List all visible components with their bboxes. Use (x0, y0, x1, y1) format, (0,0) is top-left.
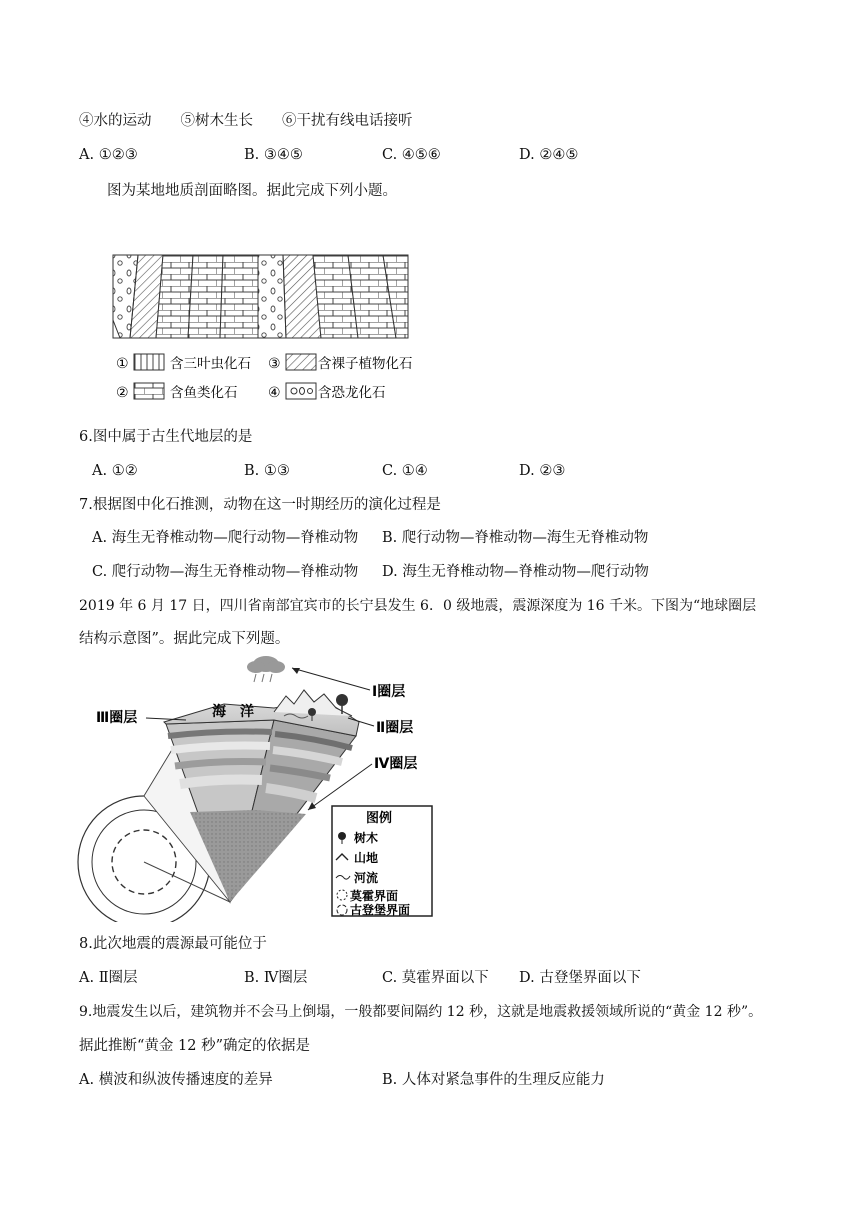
q8-option-d: D. 古登堡界面以下 (519, 970, 641, 986)
label-sphere-i: Ⅰ圈层 (372, 684, 406, 700)
intro-earthquake-line1: 2019 年 6 月 17 日，四川省南部宜宾市的长宁县发生 6．0 级地震，震源深度为 16 千米。下图为“地球圈层 (79, 598, 757, 614)
q6-stem: 6.图中属于古生代地层的是 (79, 429, 253, 445)
legend-tree: 树木 (354, 831, 379, 845)
q6-option-d: D. ②③ (519, 463, 566, 479)
legend-num-4: ④ (268, 385, 281, 401)
legend-river: 河流 (354, 871, 379, 885)
intro-earthquake-line2: 结构示意图”。据此完成下列题。 (79, 631, 290, 647)
q7-option-d: D. 海生无脊椎动物—脊椎动物—爬行动物 (382, 564, 649, 580)
q6-option-a: A. ①② (92, 463, 138, 479)
legend-label-1: 含三叶虫化石 (170, 356, 251, 372)
legend-label-2: 含鱼类化石 (170, 385, 238, 401)
legend-moho: 莫霍界面 (350, 889, 399, 903)
label-sphere-iii: Ⅲ圈层 (96, 710, 138, 726)
legend-title: 图例 (366, 811, 393, 826)
legend-label-4: 含恐龙化石 (318, 385, 386, 401)
q9-option-b: B. 人体对紧急事件的生理反应能力 (382, 1072, 605, 1088)
legend-label-3: 含裸子植物化石 (318, 356, 413, 372)
earth-sphere-diagram (74, 652, 444, 922)
q7-option-a: A. 海生无脊椎动物—爬行动物—脊椎动物 (92, 530, 359, 546)
q6-option-b: B. ①③ (244, 463, 290, 479)
q7-stem: 7.根据图中化石推测，动物在这一时期经历的演化过程是 (79, 497, 441, 513)
legend-num-3: ③ (268, 356, 281, 372)
label-sphere-ii: Ⅱ圈层 (376, 720, 414, 736)
q8-option-c: C. 莫霍界面以下 (382, 970, 489, 986)
q5-option-c: C. ④⑤⑥ (382, 147, 441, 163)
intro-geologic-section: 图为某地地质剖面略图。据此完成下列小题。 (107, 183, 397, 199)
label-sphere-iv: Ⅳ圈层 (374, 756, 418, 772)
q5-option-d: D. ②④⑤ (519, 147, 579, 163)
legend-num-1: ① (116, 356, 129, 372)
q8-option-b: B. Ⅳ圈层 (244, 970, 308, 986)
legend-gutenberg: 古登堡界面 (350, 903, 411, 917)
strata-legend (116, 354, 413, 401)
q7-option-c: C. 爬行动物—海生无脊椎动物—脊椎动物 (92, 564, 359, 580)
cloud-rain-icon (247, 656, 285, 682)
q9-stem-line1: 9.地震发生以后，建筑物并不会马上倒塌，一般都要间隔约 12 秒，这就是地震救援领域所说的“黄金 12 秒”。 (79, 1004, 763, 1020)
q5-items-line: ④水的运动 ⑤树木生长 ⑥干扰有线电话接听 (79, 113, 413, 129)
legend-mountain: 山地 (354, 851, 379, 865)
strata-section (113, 255, 408, 338)
q9-option-a: A. 横波和纵波传播速度的差异 (79, 1072, 273, 1088)
geologic-section-figure (108, 250, 428, 410)
legend-num-2: ② (116, 385, 129, 401)
q9-stem-line2: 据此推断“黄金 12 秒”确定的依据是 (79, 1038, 310, 1054)
earth-legend (332, 806, 432, 917)
q8-option-a: A. Ⅱ圈层 (79, 970, 138, 986)
q6-option-c: C. ①④ (382, 463, 428, 479)
q8-stem: 8.此次地震的震源最可能位于 (79, 936, 267, 952)
q7-option-b: B. 爬行动物—脊椎动物—海生无脊椎动物 (382, 530, 649, 546)
q5-option-a: A. ①②③ (79, 147, 138, 163)
q5-option-b: B. ③④⑤ (244, 147, 303, 163)
ocean-label: 海 洋 (212, 704, 254, 720)
